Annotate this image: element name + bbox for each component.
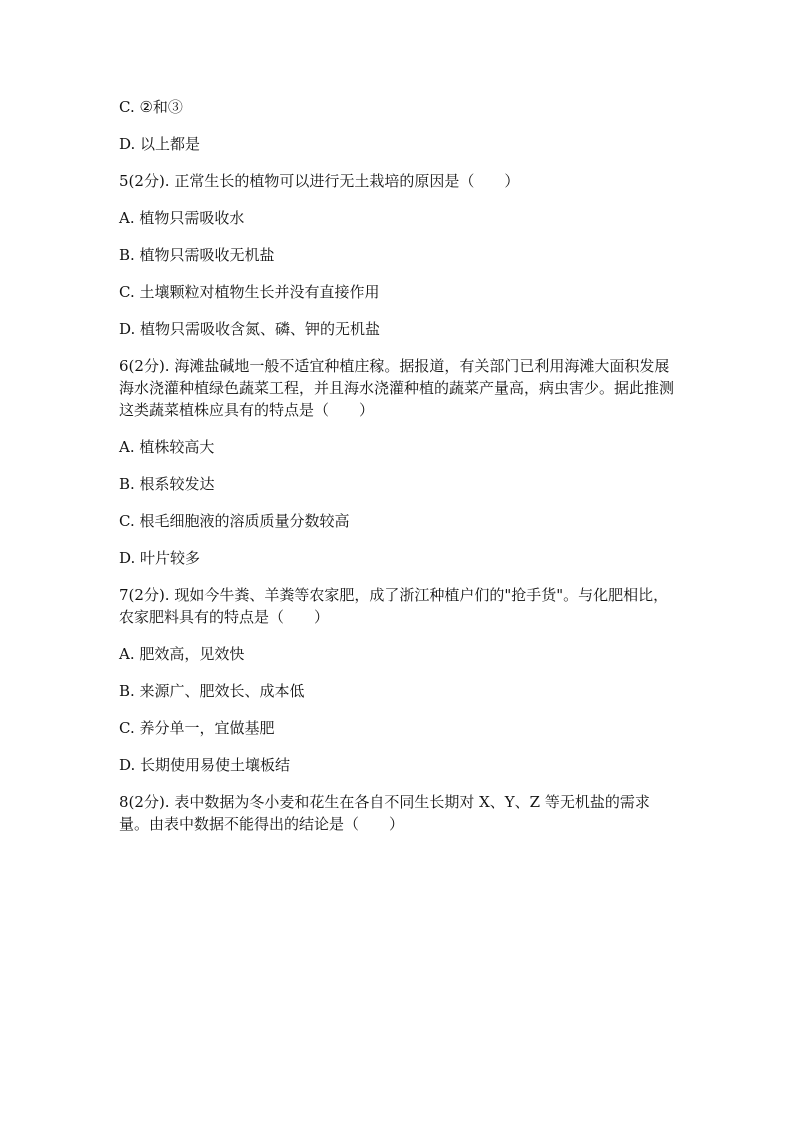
option-d-prev[interactable]: D. 以上都是 [119,135,201,153]
question-6 [119,355,679,569]
question-7-option-a[interactable]: A. 肥效高，见效快 [119,645,245,663]
document-page [119,96,679,850]
question-8-stem: 8(2分). 表中数据为冬小麦和花生在各自不同生长期对 X、Y、Z 等无机盐的需求量。由表中数据不能得出的结论是（ ） [119,793,650,833]
option-c-prev[interactable]: C. ②和③ [119,98,183,116]
question-6-option-c[interactable]: C. 根毛细胞液的溶质质量分数较高 [119,512,350,530]
previous-question-options [119,96,679,155]
question-5-option-a[interactable]: A. 植物只需吸收水 [119,209,245,227]
question-5-option-b[interactable]: B. 植物只需吸收无机盐 [119,246,275,264]
question-5-stem: 5(2分). 正常生长的植物可以进行无土栽培的原因是（ ） [119,172,520,190]
question-8 [119,791,679,835]
question-6-option-d[interactable]: D. 叶片较多 [119,549,201,567]
question-7-option-c[interactable]: C. 养分单一，宜做基肥 [119,719,275,737]
question-7-option-d[interactable]: D. 长期使用易使土壤板结 [119,756,291,774]
question-6-option-a[interactable]: A. 植株较高大 [119,438,215,456]
question-7-stem: 7(2分). 现如今牛粪、羊粪等农家肥，成了浙江种植户们的"抢手货"。与化肥相比，农家肥料具有的特点是（ ） [119,586,669,626]
question-5-option-d[interactable]: D. 植物只需吸收含氮、磷、钾的无机盐 [119,320,381,338]
question-7-option-b[interactable]: B. 来源广、肥效长、成本低 [119,682,305,700]
question-5-option-c[interactable]: C. 土壤颗粒对植物生长并没有直接作用 [119,283,380,301]
question-6-stem: 6(2分). 海滩盐碱地一般不适宜种植庄稼。据报道，有关部门已利用海滩大面积发展海水浇灌种植绿色蔬菜工程，并且海水浇灌种植的蔬菜产量高，病虫害少。据此推测这类蔬菜植株应具有的特点是（ ） [119,357,675,419]
question-5 [119,170,679,340]
question-6-option-b[interactable]: B. 根系较发达 [119,475,215,493]
question-7 [119,584,679,776]
